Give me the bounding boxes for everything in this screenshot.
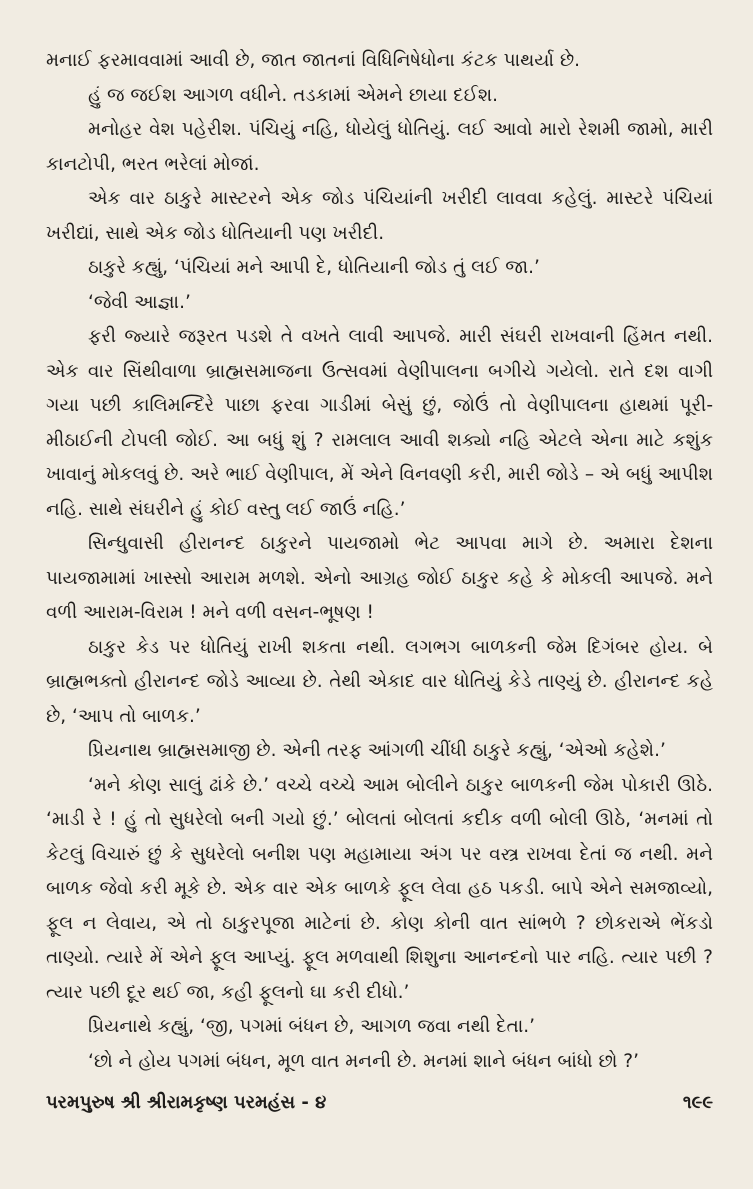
paragraph: ફરી જ્યારે જરૂરત પડશે તે વખતે લાવી આપજે. મારી સંઘરી રાખવાની હિંમત નથી. એક વાર સિંથીવાળા બ્રાહ્મસમાજના ઉત્સવમાં વેણીપાલના બગીચે ગયેલો. રાતે દશ વાગી ગયા પછી કાલિમન્દિરે પાછા ફરવા ગાડીમાં બેસું છું, જોઉં તો વેણીપાલના હાથમાં પૂરી-મીઠાઈની ટોપલી જોઈ. આ બધું શું ? રામલાલ આવી શક્યો નહિ એટલે એના માટે કશુંક ખાવાનું મોકલવું છે. અરે ભાઈ વેણીપાલ, મેં એને વિનવણી કરી, મારી જોડે – એ બધું આપીશ નહિ. સાથે સંઘરીને હું કોઈ વસ્તુ લઈ જાઉં નહિ.’	[46, 326, 713, 520]
page-footer	[46, 1092, 713, 1113]
paragraph: મનાઈ ફરમાવવામાં આવી છે, જાત જાતનાં વિધિનિષેધોના કંટક પાથર્યા છે.	[46, 50, 581, 71]
paragraph: ઠાકુરે કહ્યું, ‘પંચિયાં મને આપી દે, ધોતિયાની જોડ તું લઈ જા.’	[88, 257, 540, 278]
paragraph: ઠાકુર કેડ પર ધોતિયું રાખી શકતા નથી. લગભગ બાળકની જેમ દિગંબર હોય. બે બ્રાહ્મભક્તો હીરાનન્દ જોડે આવ્યા છે. તેથી એકાદ વાર ધોતિયું કેડે તાણ્યું છે. હીરાનન્દ કહે છે, ‘આપ તો બાળક.’	[46, 636, 713, 727]
page-number: ૧૯૯	[682, 1092, 713, 1113]
paragraph: એક વાર ઠાકુરે માસ્ટરને એક જોડ પંચિયાંની ખરીદી લાવવા કહેલું. માસ્ટરે પંચિયાં ખરીદ્યાં, સાથે એક જોડ ધોતિયાની પણ ખરીદી.	[46, 188, 713, 244]
paragraph: ‘જેવી આજ્ઞા.’	[88, 291, 191, 313]
paragraph: ‘છો ને હોય પગમાં બંધન, મૂળ વાત મનની છે. મનમાં શાને બંધન બાંધો છો ?’	[88, 1050, 639, 1072]
paragraph: મનોહર વેશ પહેરીશ. પંચિયું નહિ, ધોયેલું ધોતિયું. લઈ આવો મારો રેશમી જામો, મારી કાનટોપી, ભરત ભરેલાં મોજાં.	[46, 119, 713, 175]
paragraph: પ્રિયનાથે કહ્યું, ‘જી, પગમાં બંધન છે, આગળ જવા નથી દેતા.’	[88, 1016, 536, 1037]
paragraph: હું જ જઈશ આગળ વધીને. તડકામાં એમને છાયા દઈશ.	[88, 84, 499, 106]
body-text	[46, 44, 713, 1079]
paragraph: ‘મને કોણ સાલું ઢાંકે છે.’ વચ્ચે વચ્ચે આમ બોલીને ઠાકુર બાળકની જેમ પોકારી ઊઠે. ‘માડી રે ! હું તો સુધરેલો બની ગયો છું.’ બોલતાં બોલતાં કદીક વળી બોલી ઊઠે, ‘મનમાં તો કેટલું વિચારું છું કે સુધરેલો બનીશ પણ મહામાયા અંગ પર વસ્ત્ર રાખવા દેતાં જ નથી. મને બાળક જેવો કરી મૂકે છે. એક વાર એક બાળકે ફૂલ લેવા હઠ પકડી. બાપે એને સમજાવ્યો, ફૂલ ન લેવાય, એ તો ઠાકુરપૂજા માટેનાં છે. કોણ કોની વાત સાંભળે ? છોકરાએ ભેંકડો તાણ્યો. ત્યારે મેં એને ફૂલ આપ્યું. ફૂલ મળવાથી શિશુના આનન્દનો પાર નહિ. ત્યાર પછી ? ત્યાર પછી દૂર થઈ જા, કહી ફૂલનો ઘા કરી દીધો.’	[46, 774, 713, 1003]
running-title: પરમપુરુષ શ્રી શ્રીરામકૃષ્ણ પરમહંસ - ૪	[46, 1092, 327, 1113]
paragraph: સિન્ધુવાસી હીરાનન્દ ઠાકુરને પાયજામો ભેટ આપવા માગે છે. અમારા દેશના પાયજામામાં ખાસ્સો આરામ મળશે. એનો આગ્રહ જોઈ ઠાકુર કહે કે મોકલી આપજે. મને વળી આરામ-વિરામ ! મને વળી વસન-ભૂષણ !	[46, 533, 713, 623]
paragraph: પ્રિયનાથ બ્રાહ્મસમાજી છે. એની તરફ આંગળી ચીંધી ઠાકુરે કહ્યું, ‘એઓ કહેશે.’	[88, 740, 666, 761]
